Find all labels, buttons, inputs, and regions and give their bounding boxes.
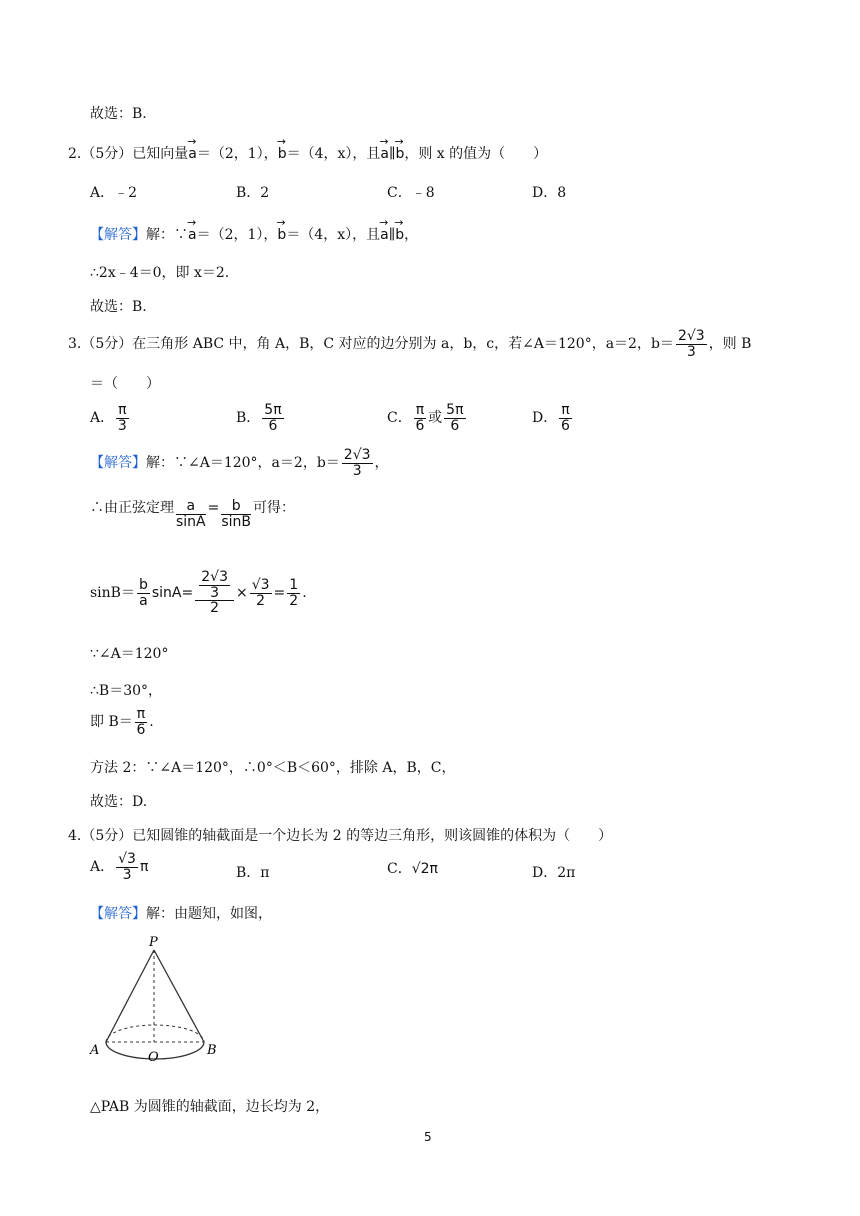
q4-solution-line2: △PAB 为圆锥的轴截面，边长均为 2，	[90, 1099, 330, 1115]
fraction-2sqrt3-over-3: $\frac{2√3}{3}$	[677, 328, 705, 360]
q3-option-b: B． $\frac{5\pi}{6}$	[236, 402, 282, 434]
q2-choice: 故选：B.	[90, 299, 147, 315]
q3-option-c: C． $\frac{\pi}{6}$ 或 $\frac{5\pi}{6}$	[387, 402, 464, 434]
vector-b: → b	[278, 146, 287, 162]
solution-tag: 【解答】	[90, 227, 146, 243]
label-A: A	[90, 1043, 100, 1058]
solution-tag: 【解答】	[90, 906, 146, 922]
q4-option-c: C．√2π	[387, 861, 438, 877]
q3-because-line: ∵∠A＝120°	[90, 646, 169, 662]
q3-result-line: 即 B＝ $\frac{\pi}{6}$ .	[90, 706, 154, 738]
page-number: 5	[424, 1130, 432, 1144]
q2-option-b: B．2	[236, 185, 270, 201]
label-B: B	[207, 1043, 217, 1058]
vector-a: → a	[188, 146, 197, 162]
q2-solution-line2: ∴2x﹣4＝0，即 x＝2.	[90, 265, 230, 281]
q1-choice: 故选：B.	[90, 106, 147, 122]
q3-method2: 方法 2：∵∠A＝120°，∴0°＜B＜60°，排除 A，B，C，	[90, 760, 456, 776]
q2-option-a: A．﹣2	[90, 185, 138, 201]
q2-option-d: D．8	[532, 185, 567, 201]
q3-stem: 3.（5分）在三角形 ABC 中，角 A，B，C 对应的边分别为 a，b，c，若∠A＝120°，a＝2，b＝ $\frac{2√3}{3}$ ，则 B	[68, 328, 752, 360]
q4-option-a: A． $\frac{√3}{3}$ π	[90, 851, 149, 883]
q3-option-d: D． $\frac{\pi}{6}$	[532, 402, 570, 434]
cone-right-edge	[154, 950, 204, 1042]
q3-solution-line1: 【解答】解：∵∠A＝120°，a＝2，b＝ $\frac{2√3}{3}$ ，	[90, 447, 389, 479]
q3-sine-law-line: ∴由正弦定理 $\frac{a}{\sin A}$ = $\frac{b}{\sin B}$ 可得：	[90, 498, 296, 530]
q2-stem: 2.（5分）已知向量→ a＝（2，1），→ b＝（4，x），且→ a∥→ b，则 x 的值为（ ）	[68, 143, 547, 163]
q2-option-c: C．﹣8	[387, 185, 435, 201]
cone-figure	[86, 930, 236, 1070]
label-P: P	[149, 935, 158, 950]
base-back-arc	[106, 1025, 204, 1042]
q3-therefore-line: ∴B＝30°，	[90, 683, 163, 699]
q4-solution-line1: 【解答】解：由题知，如图，	[90, 906, 272, 922]
q3-sine-calc: sinB＝ $\frac{b}{a}$ sinA= $\frac{\frac{2√3}{3}}{2}$ × $\frac{√3}{2}$ = $\frac{1}{2}$ .	[90, 569, 307, 617]
label-O: O	[148, 1050, 159, 1065]
q4-stem: 4.（5分）已知圆锥的轴截面是一个边长为 2 的等边三角形，则该圆锥的体积为（ ）	[68, 828, 613, 844]
q4-option-d: D．2π	[532, 865, 576, 881]
solution-tag: 【解答】	[90, 455, 146, 472]
q4-option-b: B．π	[236, 865, 270, 881]
q3-choice: 故选：D.	[90, 794, 148, 810]
cone-left-edge	[106, 950, 154, 1042]
q2-solution-line1: 【解答】解：∵→ a＝（2，1），→ b＝（4，x），且→ a∥→ b，	[90, 224, 418, 244]
q3-option-a: A． $\frac{\pi}{3}$	[90, 402, 127, 434]
q3-stem-line2: ＝（ ）	[90, 376, 160, 392]
